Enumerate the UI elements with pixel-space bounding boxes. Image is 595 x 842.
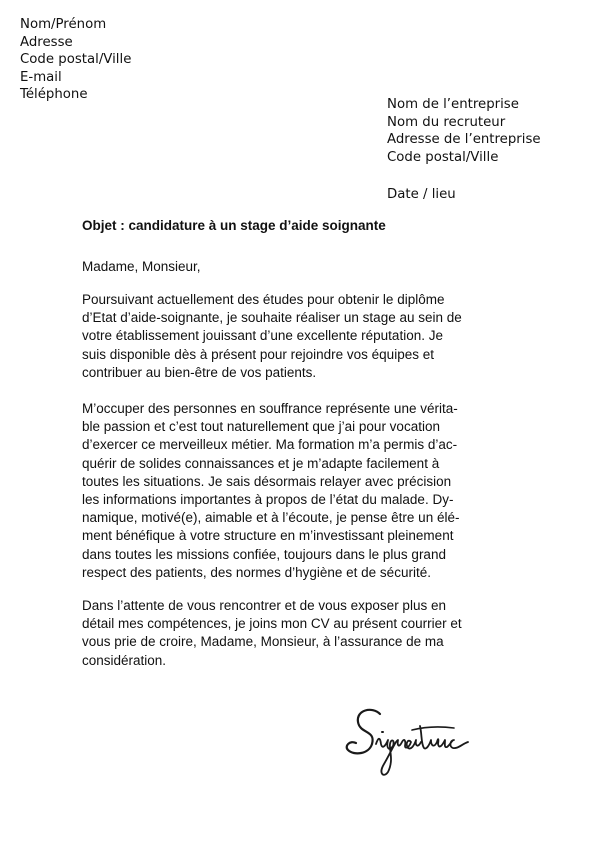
letter-paragraph-1 [82, 291, 522, 382]
recipient-company: Nom de l’entreprise [387, 97, 519, 112]
paragraph-line: d’exercer ce merveilleux métier. Ma formation m’a permis d’ac- [82, 437, 458, 453]
recipient-recruiter: Nom du recruteur [387, 114, 506, 130]
letter-subject: Objet : candidature à un stage d’aide soignante [82, 218, 386, 233]
paragraph-line: namique, motivé(e), aimable et à l’écoute, je pense être un élé- [82, 510, 460, 526]
paragraph-line: suis disponible dès à présent pour rejoindre vos équipes et [82, 346, 434, 362]
sender-address: Adresse [20, 34, 73, 50]
paragraph-line: Poursuivant actuellement des études pour obtenir le diplôme [82, 292, 445, 307]
paragraph-line: toutes les situations. Je sais désormais relayer avec précision [82, 473, 452, 489]
handwritten-signature [342, 700, 502, 787]
date-place: Date / lieu [387, 187, 456, 202]
paragraph-line: les informations importantes à propos de l’état du malade. Dy- [82, 492, 454, 508]
paragraph-line: M’occuper des personnes en souffrance représente une vérita- [82, 401, 458, 416]
sender-email: E-mail [20, 69, 62, 85]
paragraph-line: vous prie de croire, Madame, Monsieur, à l’assurance de ma [82, 634, 444, 650]
paragraph-line: ment bénéfique à votre structure en m’investissant pleinement [82, 528, 454, 544]
recipient-block [387, 96, 541, 166]
paragraph-line: considération. [82, 652, 167, 668]
paragraph-line: d’Etat d’aide-soignante, je souhaite réaliser un stage au sein de [82, 310, 462, 326]
letter-paragraph-2 [82, 400, 522, 582]
paragraph-line: dans toutes les missions confiée, toujours dans le plus grand [82, 546, 446, 562]
sender-postcode-city: Code postal/Ville [20, 52, 132, 67]
letter-paragraph-3 [82, 597, 522, 670]
recipient-address: Adresse de l’entreprise [387, 132, 541, 147]
paragraph-line: respect des patients, des normes d’hygiène et de sécurité. [82, 564, 431, 580]
sender-name: Nom/Prénom [20, 17, 107, 32]
paragraph-line: votre établissement jouissant d’une excellente réputation. Je [82, 328, 443, 344]
paragraph-line: contribuer au bien-être de vos patients. [82, 364, 317, 380]
letter-salutation: Madame, Monsieur, [82, 259, 201, 274]
paragraph-line: Dans l’attente de vous rencontrer et de vous exposer plus en [82, 598, 446, 613]
paragraph-line: détail mes compétences, je joins mon CV au présent courrier et [82, 616, 462, 632]
sender-phone: Téléphone [20, 87, 88, 102]
paragraph-line: quérir de solides connaissances et je m’adapte facilement à [82, 455, 440, 471]
paragraph-line: ble passion et c’est tout naturellement que j’ai pour vocation [82, 419, 440, 435]
sender-block [20, 16, 131, 104]
recipient-postcode-city: Code postal/Ville [387, 149, 499, 165]
